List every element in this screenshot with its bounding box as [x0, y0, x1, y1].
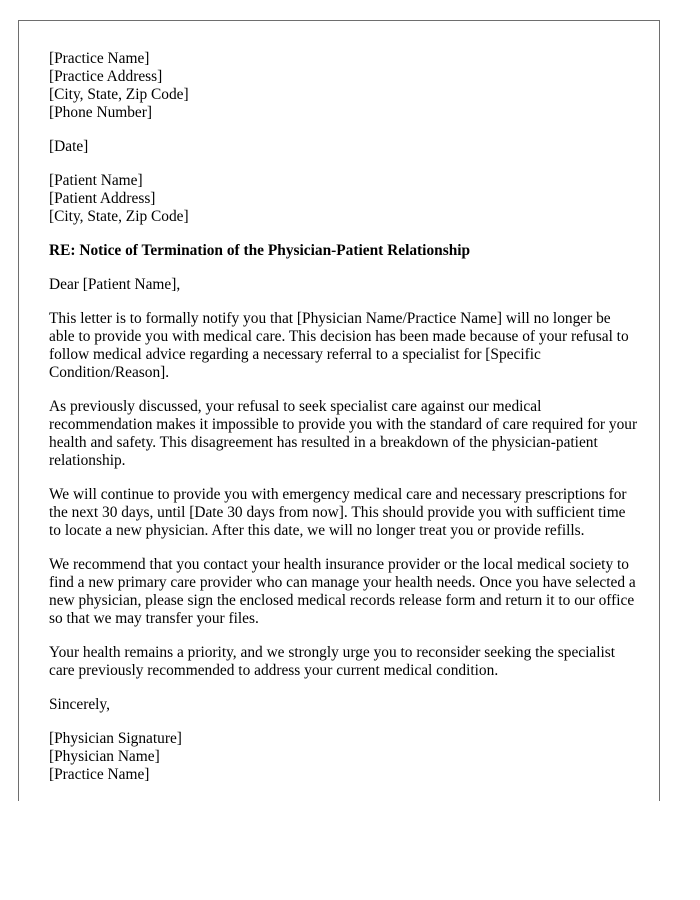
closing: Sincerely, — [49, 696, 110, 713]
subject-line: RE: Notice of Termination of the Physician-Patient Relationship — [49, 242, 471, 259]
letter-date: [Date] — [49, 138, 89, 155]
date-block — [49, 138, 639, 156]
paragraph-notification: This letter is to formally notify you that [Physician Name/Practice Name] will no longer be able to provide you with medical care. This decision has been made because of your refusal to follow medical advice regarding a necessary referral to a specialist for [Specific Condition/Reason]. — [49, 310, 629, 381]
recipient-name: [Patient Name] — [49, 172, 143, 189]
sender-block — [49, 50, 639, 122]
signature-physician-name: [Physician Name] — [49, 748, 160, 765]
sender-city-state-zip: [City, State, Zip Code] — [49, 86, 189, 103]
signature-block — [49, 730, 639, 784]
signature-practice-name: [Practice Name] — [49, 766, 150, 783]
sender-practice-name: [Practice Name] — [49, 50, 150, 67]
recipient-address: [Patient Address] — [49, 190, 156, 207]
letter-body — [49, 50, 639, 784]
paragraph-health-priority: Your health remains a priority, and we strongly urge you to reconsider seeking the specialist care previously recommended to address your current medical condition. — [49, 644, 616, 679]
salutation: Dear [Patient Name], — [49, 276, 181, 293]
sender-practice-address: [Practice Address] — [49, 68, 163, 85]
letter-page — [18, 20, 660, 801]
recipient-city-state-zip: [City, State, Zip Code] — [49, 208, 189, 225]
paragraph-reason: As previously discussed, your refusal to seek specialist care against our medical recommendation makes it impossible to provide you with the standard of care required for your health and safety. This disagreement has resulted in a breakdown of the physician-patient relationship. — [49, 398, 638, 469]
recipient-block — [49, 172, 639, 226]
sender-phone: [Phone Number] — [49, 104, 153, 121]
paragraph-interim-care: We will continue to provide you with emergency medical care and necessary prescriptions for the next 30 days, until [Date 30 days from now]. This should provide you with sufficient time to locate a new physician. After this date, we will no longer treat you or provide refills. — [49, 486, 627, 539]
signature-placeholder: [Physician Signature] — [49, 730, 182, 747]
paragraph-recommendation: We recommend that you contact your health insurance provider or the local medical society to find a new primary care provider who can manage your health needs. Once you have selected a new physician, please sign the enclosed medical records release form and return it to our office so that we may transfer your files. — [49, 556, 636, 627]
